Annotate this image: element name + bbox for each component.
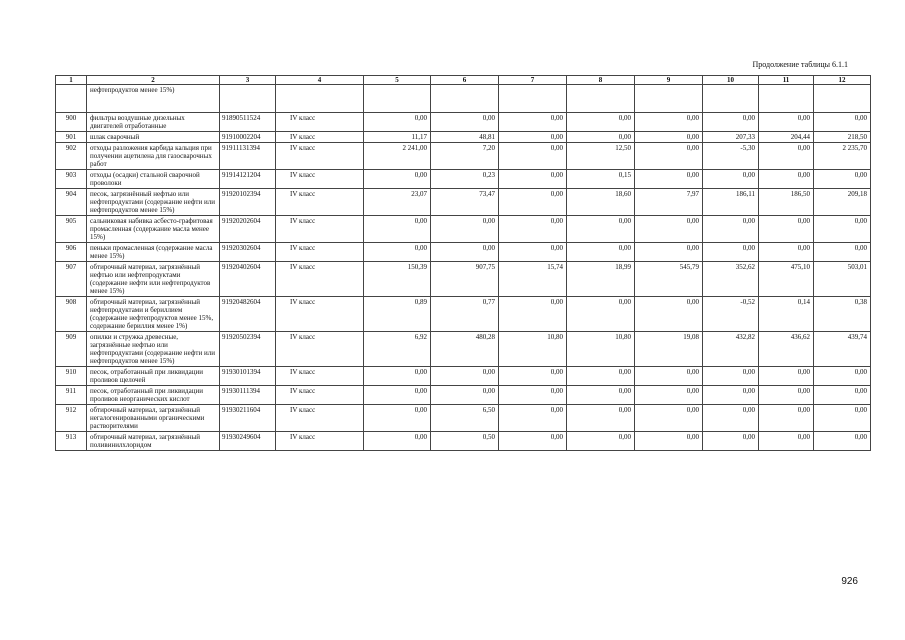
cell-class: IV класс <box>276 386 364 405</box>
cell-col11: 0,00 <box>759 243 814 262</box>
cell-col6: 0,00 <box>431 216 499 243</box>
cell-col10: 207,33 <box>703 132 759 143</box>
cell-empty <box>499 85 567 113</box>
col-header-4: 4 <box>276 76 364 85</box>
cell-col7: 0,00 <box>499 113 567 132</box>
cell-col10: 0,00 <box>703 216 759 243</box>
cell-col8: 0,00 <box>567 432 635 451</box>
cell-empty <box>364 85 431 113</box>
cell-col9: 19,08 <box>635 332 703 367</box>
cell-col6: 6,50 <box>431 405 499 432</box>
table-row <box>56 332 871 367</box>
cell-code: 91930111394 <box>220 386 276 405</box>
table-row <box>56 432 871 451</box>
cell-col12: 0,00 <box>814 216 871 243</box>
cell-code: 91920102394 <box>220 189 276 216</box>
cell-col9: 0,00 <box>635 386 703 405</box>
cell-col11: 436,62 <box>759 332 814 367</box>
table-row <box>56 367 871 386</box>
cell-col5: 0,00 <box>364 405 431 432</box>
col-header-5: 5 <box>364 76 431 85</box>
cell-col9: 0,00 <box>635 170 703 189</box>
cell-num: 909 <box>56 332 87 367</box>
cell-num: 908 <box>56 297 87 332</box>
cell-col9: 545,79 <box>635 262 703 297</box>
cell-col5: 0,00 <box>364 386 431 405</box>
cell-col11: 475,10 <box>759 262 814 297</box>
cell-col8: 12,50 <box>567 143 635 170</box>
cell-col12: 0,00 <box>814 432 871 451</box>
cell-col9: 0,00 <box>635 432 703 451</box>
cell-col8: 18,60 <box>567 189 635 216</box>
cell-col8: 0,00 <box>567 297 635 332</box>
cell-num: 912 <box>56 405 87 432</box>
cell-col8: 0,00 <box>567 113 635 132</box>
cell-col6: 0,00 <box>431 113 499 132</box>
cell-code: 91920502394 <box>220 332 276 367</box>
cell-col7: 15,74 <box>499 262 567 297</box>
cell-col7: 0,00 <box>499 367 567 386</box>
col-header-9: 9 <box>635 76 703 85</box>
cell-col6: 0,50 <box>431 432 499 451</box>
cell-class: IV класс <box>276 432 364 451</box>
cell-col9: 0,00 <box>635 243 703 262</box>
cell-class: IV класс <box>276 132 364 143</box>
cell-col8: 18,99 <box>567 262 635 297</box>
cell-col5: 0,00 <box>364 216 431 243</box>
cell-name: обтирочный материал, загрязнённый негалогенированными органическими растворителями <box>87 405 220 432</box>
cell-col7: 0,00 <box>499 386 567 405</box>
cell-name: фильтры воздушные дизельных двигателей отработанные <box>87 113 220 132</box>
cell-empty <box>703 85 759 113</box>
cell-name: пеньки промасленная (содержание масла менее 15%) <box>87 243 220 262</box>
cell-col10: -0,52 <box>703 297 759 332</box>
cell-name: обтирочный материал, загрязнённый нефтью или нефтепродуктами (содержание нефти или нефтепродуктов менее 15%) <box>87 262 220 297</box>
cell-col12: 0,00 <box>814 113 871 132</box>
cell-name: шлак сварочный <box>87 132 220 143</box>
cell-name: песок, отработанный при ликвидации проливов щелочей <box>87 367 220 386</box>
cell-num: 904 <box>56 189 87 216</box>
cell-col6: 48,81 <box>431 132 499 143</box>
cell-col11: 0,00 <box>759 405 814 432</box>
cell-col7: 0,00 <box>499 297 567 332</box>
cell-col10: 0,00 <box>703 405 759 432</box>
cell-col8: 0,00 <box>567 243 635 262</box>
cell-code: 91930101394 <box>220 367 276 386</box>
cell-num: 911 <box>56 386 87 405</box>
cell-class: IV класс <box>276 262 364 297</box>
col-header-6: 6 <box>431 76 499 85</box>
cell-name: песок, отработанный при ликвидации проливов неорганических кислот <box>87 386 220 405</box>
table-row <box>56 170 871 189</box>
table-row <box>56 132 871 143</box>
col-header-10: 10 <box>703 76 759 85</box>
cell-col10: 352,62 <box>703 262 759 297</box>
table-row <box>56 262 871 297</box>
cell-class: IV класс <box>276 216 364 243</box>
cell-num: 910 <box>56 367 87 386</box>
cell-name: обтирочный материал, загрязнённый нефтепродуктами и бериллием (содержание нефтепродуктов менее 15%, содержание бериллия менее 1%) <box>87 297 220 332</box>
cell-col5: 11,17 <box>364 132 431 143</box>
cell-col6: 0,77 <box>431 297 499 332</box>
cell-col11: 0,00 <box>759 170 814 189</box>
cell-col5: 0,00 <box>364 243 431 262</box>
cell-col7: 0,00 <box>499 132 567 143</box>
cell-code: 91890511524 <box>220 113 276 132</box>
cell-col10: 0,00 <box>703 243 759 262</box>
cell-col5: 150,39 <box>364 262 431 297</box>
cell-class: IV класс <box>276 143 364 170</box>
col-header-2: 2 <box>87 76 220 85</box>
cell-col7: 0,00 <box>499 432 567 451</box>
cell-col9: 0,00 <box>635 216 703 243</box>
cell-num: 906 <box>56 243 87 262</box>
cell-col6: 73,47 <box>431 189 499 216</box>
cell-col7: 0,00 <box>499 143 567 170</box>
col-header-11: 11 <box>759 76 814 85</box>
cell-col12: 0,00 <box>814 405 871 432</box>
cell-col8: 0,00 <box>567 132 635 143</box>
table-caption: Продолжение таблицы 6.1.1 <box>752 60 848 69</box>
cell-empty <box>814 85 871 113</box>
page-number: 926 <box>841 576 858 587</box>
cell-col6: 480,28 <box>431 332 499 367</box>
cell-empty <box>567 85 635 113</box>
cell-col11: 0,00 <box>759 367 814 386</box>
cell-num: 903 <box>56 170 87 189</box>
cell-col9: 0,00 <box>635 367 703 386</box>
cell-col8: 0,15 <box>567 170 635 189</box>
cell-col7: 10,80 <box>499 332 567 367</box>
cell-col12: 503,01 <box>814 262 871 297</box>
cell-col9: 0,00 <box>635 132 703 143</box>
cell-code: 91910002204 <box>220 132 276 143</box>
col-header-7: 7 <box>499 76 567 85</box>
cell-col8: 10,80 <box>567 332 635 367</box>
cell-col11: 0,00 <box>759 143 814 170</box>
header-row <box>56 76 871 85</box>
cell-code: 91920402604 <box>220 262 276 297</box>
cell-col10: -5,30 <box>703 143 759 170</box>
cell-col8: 0,00 <box>567 367 635 386</box>
cell-num <box>56 85 87 113</box>
cell-col5: 0,00 <box>364 113 431 132</box>
cell-col6: 0,00 <box>431 243 499 262</box>
cell-col10: 0,00 <box>703 432 759 451</box>
cell-col10: 0,00 <box>703 386 759 405</box>
table-row <box>56 189 871 216</box>
cell-code: 91920302604 <box>220 243 276 262</box>
cell-col11: 204,44 <box>759 132 814 143</box>
col-header-1: 1 <box>56 76 87 85</box>
cell-col9: 0,00 <box>635 113 703 132</box>
cell-col12: 218,50 <box>814 132 871 143</box>
cell-col6: 7,20 <box>431 143 499 170</box>
cell-col5: 0,00 <box>364 367 431 386</box>
cell-code: 91911131394 <box>220 143 276 170</box>
cell-class: IV класс <box>276 332 364 367</box>
cell-name: опилки и стружка древесные, загрязнённые нефтью или нефтепродуктами (содержание нефти или нефтепродуктов менее 15%) <box>87 332 220 367</box>
table-row <box>56 297 871 332</box>
cell-col7: 0,00 <box>499 170 567 189</box>
cell-col12: 2 235,70 <box>814 143 871 170</box>
cell-col6: 0,23 <box>431 170 499 189</box>
cell-col5: 0,89 <box>364 297 431 332</box>
cell-class: IV класс <box>276 170 364 189</box>
cell-col9: 0,00 <box>635 297 703 332</box>
cell-col12: 0,00 <box>814 367 871 386</box>
cell-col7: 0,00 <box>499 243 567 262</box>
cell-col5: 0,00 <box>364 170 431 189</box>
cell-col11: 186,50 <box>759 189 814 216</box>
cell-col10: 0,00 <box>703 170 759 189</box>
cell-col6: 0,00 <box>431 367 499 386</box>
cell-col12: 209,18 <box>814 189 871 216</box>
cell-col5: 2 241,00 <box>364 143 431 170</box>
cell-col7: 0,00 <box>499 405 567 432</box>
cell-col12: 439,74 <box>814 332 871 367</box>
cell-col9: 7,97 <box>635 189 703 216</box>
cell-col11: 0,14 <box>759 297 814 332</box>
cell-col8: 0,00 <box>567 405 635 432</box>
cell-col5: 0,00 <box>364 432 431 451</box>
cell-code: 91914121204 <box>220 170 276 189</box>
cell-name: нефтепродуктов менее 15%) <box>87 85 220 113</box>
cell-name: отходы (осадки) стальной сварочной проволоки <box>87 170 220 189</box>
cell-col9: 0,00 <box>635 405 703 432</box>
cell-col8: 0,00 <box>567 386 635 405</box>
cell-col10: 0,00 <box>703 113 759 132</box>
cell-col11: 0,00 <box>759 432 814 451</box>
col-header-3: 3 <box>220 76 276 85</box>
col-header-8: 8 <box>567 76 635 85</box>
cell-col12: 0,38 <box>814 297 871 332</box>
cell-empty <box>759 85 814 113</box>
cell-col6: 0,00 <box>431 386 499 405</box>
cell-col11: 0,00 <box>759 113 814 132</box>
cell-col5: 23,07 <box>364 189 431 216</box>
cell-class: IV класс <box>276 189 364 216</box>
cell-col11: 0,00 <box>759 216 814 243</box>
cell-num: 905 <box>56 216 87 243</box>
cell-col7: 0,00 <box>499 189 567 216</box>
cell-num: 901 <box>56 132 87 143</box>
cell-class: IV класс <box>276 297 364 332</box>
cell-col10: 0,00 <box>703 367 759 386</box>
cell-empty <box>220 85 276 113</box>
cell-col6: 907,75 <box>431 262 499 297</box>
cell-name: сальниковая набивка асбесто-графитовая промасленная (содержание масла менее 15%) <box>87 216 220 243</box>
cell-col10: 432,82 <box>703 332 759 367</box>
cell-name: обтирочный материал, загрязнённый поливинилхлоридом <box>87 432 220 451</box>
cell-code: 91920202604 <box>220 216 276 243</box>
table-row <box>56 386 871 405</box>
col-header-12: 12 <box>814 76 871 85</box>
cell-class: IV класс <box>276 113 364 132</box>
cell-empty <box>431 85 499 113</box>
cell-num: 902 <box>56 143 87 170</box>
cell-code: 91920482604 <box>220 297 276 332</box>
cell-code: 91930249604 <box>220 432 276 451</box>
cell-code: 91930211604 <box>220 405 276 432</box>
cell-num: 900 <box>56 113 87 132</box>
cell-col12: 0,00 <box>814 386 871 405</box>
table-row <box>56 243 871 262</box>
cell-name: отходы разложения карбида кальция при получении ацетилена для газосварочных работ <box>87 143 220 170</box>
cell-class: IV класс <box>276 367 364 386</box>
table-row <box>56 405 871 432</box>
cell-col11: 0,00 <box>759 386 814 405</box>
cell-col8: 0,00 <box>567 216 635 243</box>
cell-name: песок, загрязнённый нефтью или нефтепродуктами (содержание нефти или нефтепродуктов менее 15%) <box>87 189 220 216</box>
waste-table <box>55 75 871 451</box>
cell-class: IV класс <box>276 243 364 262</box>
cell-col12: 0,00 <box>814 170 871 189</box>
cell-col7: 0,00 <box>499 216 567 243</box>
cell-col10: 186,11 <box>703 189 759 216</box>
cell-empty <box>635 85 703 113</box>
table-row <box>56 143 871 170</box>
cell-col12: 0,00 <box>814 243 871 262</box>
continuation-row <box>56 85 871 113</box>
table-row <box>56 216 871 243</box>
cell-num: 913 <box>56 432 87 451</box>
cell-col5: 6,92 <box>364 332 431 367</box>
table-row <box>56 113 871 132</box>
cell-col9: 0,00 <box>635 143 703 170</box>
cell-empty <box>276 85 364 113</box>
cell-num: 907 <box>56 262 87 297</box>
cell-class: IV класс <box>276 405 364 432</box>
